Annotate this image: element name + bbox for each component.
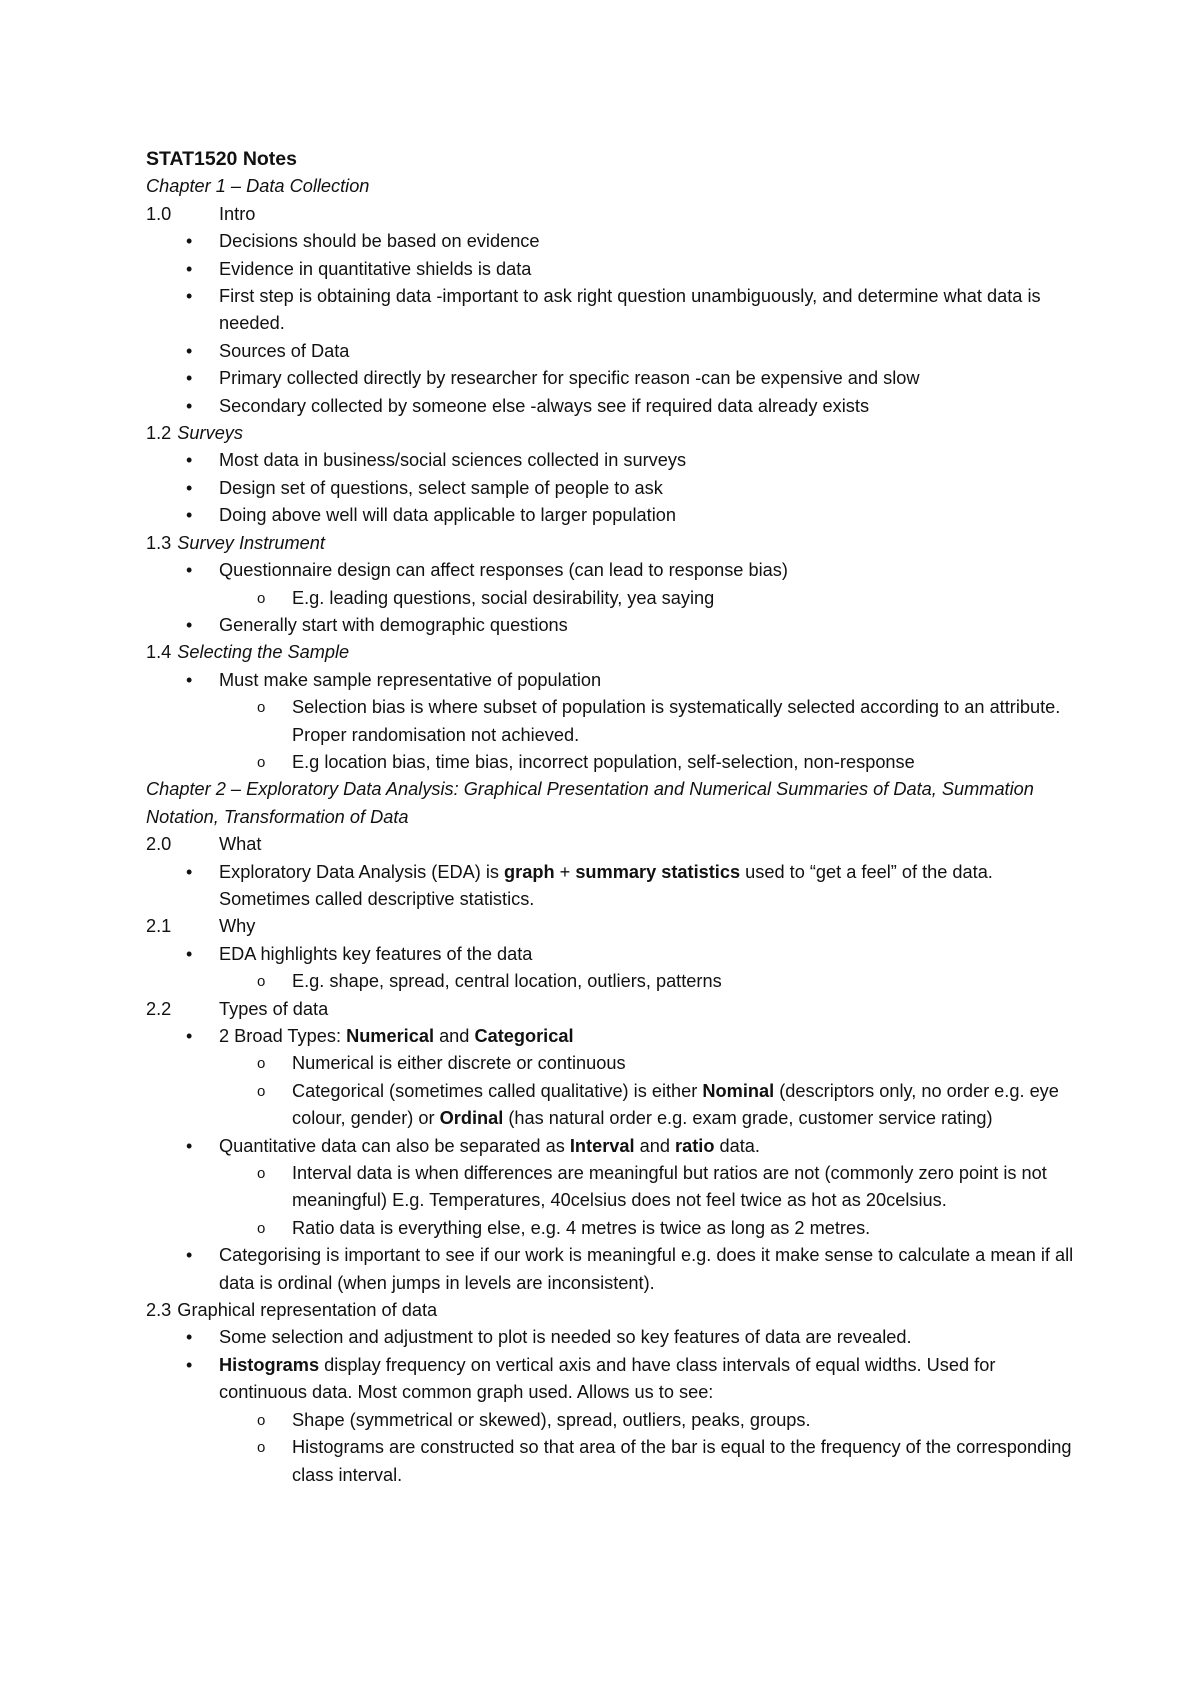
text-run: 2 Broad Types: [219, 1026, 347, 1046]
section-1-2-list [146, 447, 1080, 529]
section-number: 2.3 [146, 1300, 172, 1321]
section-2-0-list [146, 859, 1080, 914]
sub-list [219, 585, 1080, 612]
keyword: Nominal [702, 1080, 775, 1101]
sub-list [219, 1050, 1080, 1132]
section-2-1-list [146, 941, 1080, 996]
section-title: Survey Instrument [177, 532, 325, 553]
sub-list [219, 1160, 1080, 1242]
list-item: • Decisions should be based on evidence [146, 228, 1080, 255]
list-item: • Some selection and adjustment to plot is needed so key features of data are revealed. [146, 1324, 1080, 1351]
section-number: 1.4 [146, 642, 172, 663]
section-1-0-heading [146, 201, 1080, 228]
keyword: ratio [675, 1135, 715, 1156]
list-item [146, 667, 1080, 777]
chapter-1-heading: Chapter 1 – Data Collection [146, 176, 370, 197]
list-item [146, 1352, 1080, 1489]
list-item: • Evidence in quantitative shields is data [146, 256, 1080, 283]
section-title: Types of data [219, 998, 329, 1019]
keyword: summary statistics [575, 861, 741, 882]
section-number: 1.0 [146, 203, 172, 224]
section-2-1-heading [146, 913, 1080, 940]
section-number: 2.1 [146, 916, 172, 937]
keyword: Ordinal [439, 1108, 504, 1129]
document-title: STAT1520 Notes [146, 148, 297, 170]
list-item: • Sources of Data [146, 338, 1080, 365]
sub-list-item: o Ratio data is everything else, e.g. 4 metres is twice as long as 2 metres. [219, 1215, 1080, 1242]
section-title: Surveys [177, 423, 243, 444]
section-number: 2.0 [146, 834, 172, 855]
section-1-0-list [146, 228, 1080, 420]
list-item [146, 1133, 1080, 1243]
list-item: • Design set of questions, select sample of people to ask [146, 475, 1080, 502]
list-item-text: Must make sample representative of population [219, 669, 602, 690]
section-1-3-heading [146, 530, 1080, 557]
sub-list [219, 968, 1080, 995]
sub-list [219, 694, 1080, 776]
section-2-3-list [146, 1324, 1080, 1488]
list-item-text: Questionnaire design can affect responses (can lead to response bias) [219, 560, 788, 581]
section-title: Intro [219, 203, 256, 224]
text-run: and [434, 1026, 475, 1046]
section-number: 1.2 [146, 423, 172, 444]
keyword: Numerical [346, 1026, 435, 1046]
keyword: Interval [569, 1135, 635, 1156]
keyword: Histograms [219, 1354, 320, 1375]
section-title: Selecting the Sample [177, 642, 350, 663]
section-number: 1.3 [146, 532, 172, 553]
section-2-0-heading [146, 831, 1080, 858]
section-2-3-heading [146, 1297, 1080, 1324]
section-1-2-heading [146, 420, 1080, 447]
list-item: • Most data in business/social sciences collected in surveys [146, 447, 1080, 474]
text-run: used to “get a feel” of the data. Sometimes called descriptive statistics. [219, 861, 993, 909]
section-title: What [219, 834, 262, 855]
sub-list-item: o E.g. leading questions, social desirability, yea saying [219, 585, 1080, 612]
sub-list-item: o E.g location bias, time bias, incorrect population, self-selection, non-response [219, 749, 1080, 776]
text-run: + [554, 861, 576, 882]
keyword: graph [504, 861, 555, 882]
list-item: • First step is obtaining data -important to ask right question unambiguously, and determine what data is needed. [146, 283, 1080, 338]
list-item: • Secondary collected by someone else -always see if required data already exists [146, 393, 1080, 420]
list-item-text: EDA highlights key features of the data [219, 943, 533, 964]
list-item [146, 859, 1080, 914]
sub-list-item: o Interval data is when differences are meaningful but ratios are not (commonly zero point is not meaningful) E.g. Temperatures, 40celsius does not feel twice as hot as 20celsius. [219, 1160, 1080, 1215]
sub-list-item: o Selection bias is where subset of population is systematically selected according to an attribute. Proper randomisation not achieved. [219, 694, 1080, 749]
keyword: Categorical [474, 1026, 574, 1046]
sub-list-item [219, 1078, 1080, 1133]
sub-list [219, 1407, 1080, 1489]
section-2-2-heading [146, 996, 1080, 1023]
text-run: display frequency on vertical axis and have class intervals of equal widths. Used for continuous data. Most common graph used. Allows us to see: [219, 1354, 996, 1403]
section-title: Graphical representation of data [177, 1300, 438, 1321]
sub-list-item: o Shape (symmetrical or skewed), spread, outliers, peaks, groups. [219, 1407, 1080, 1434]
section-1-3-list [146, 557, 1080, 639]
list-item: • Categorising is important to see if our work is meaningful e.g. does it make sense to calculate a mean if all data is ordinal (when jumps in levels are inconsistent). [146, 1242, 1080, 1297]
list-item: • Generally start with demographic questions [146, 612, 1080, 639]
text-run: Categorical (sometimes called qualitative) is either [292, 1080, 703, 1101]
list-item [146, 941, 1080, 996]
section-title: Why [219, 916, 256, 937]
sub-list-item: o Histograms are constructed so that area of the bar is equal to the frequency of the corresponding class interval. [219, 1434, 1080, 1489]
section-1-4-heading [146, 639, 1080, 666]
list-item [146, 1023, 1080, 1133]
list-item: • Doing above well will data applicable to larger population [146, 502, 1080, 529]
list-item: • Primary collected directly by researcher for specific reason -can be expensive and slow [146, 365, 1080, 392]
text-run: data. [714, 1135, 760, 1156]
text-run: Exploratory Data Analysis (EDA) is [219, 861, 505, 882]
section-number: 2.2 [146, 998, 172, 1019]
list-item [146, 557, 1080, 612]
text-run: Quantitative data can also be separated as [219, 1135, 570, 1156]
text-run: (descriptors only, no order e.g. eye colour, gender) or [292, 1080, 1059, 1129]
chapter-2-heading: Chapter 2 – Exploratory Data Analysis: Graphical Presentation and Numerical Summaries of Data, Summation Notation, Transformation of Data [146, 779, 1034, 827]
section-2-2-list [146, 1023, 1080, 1297]
section-1-4-list [146, 667, 1080, 777]
sub-list-item: o E.g. shape, spread, central location, outliers, patterns [219, 968, 1080, 995]
text-run: and [634, 1135, 676, 1156]
sub-list-item: o Numerical is either discrete or continuous [219, 1050, 1080, 1077]
text-run: (has natural order e.g. exam grade, customer service rating) [503, 1108, 993, 1129]
